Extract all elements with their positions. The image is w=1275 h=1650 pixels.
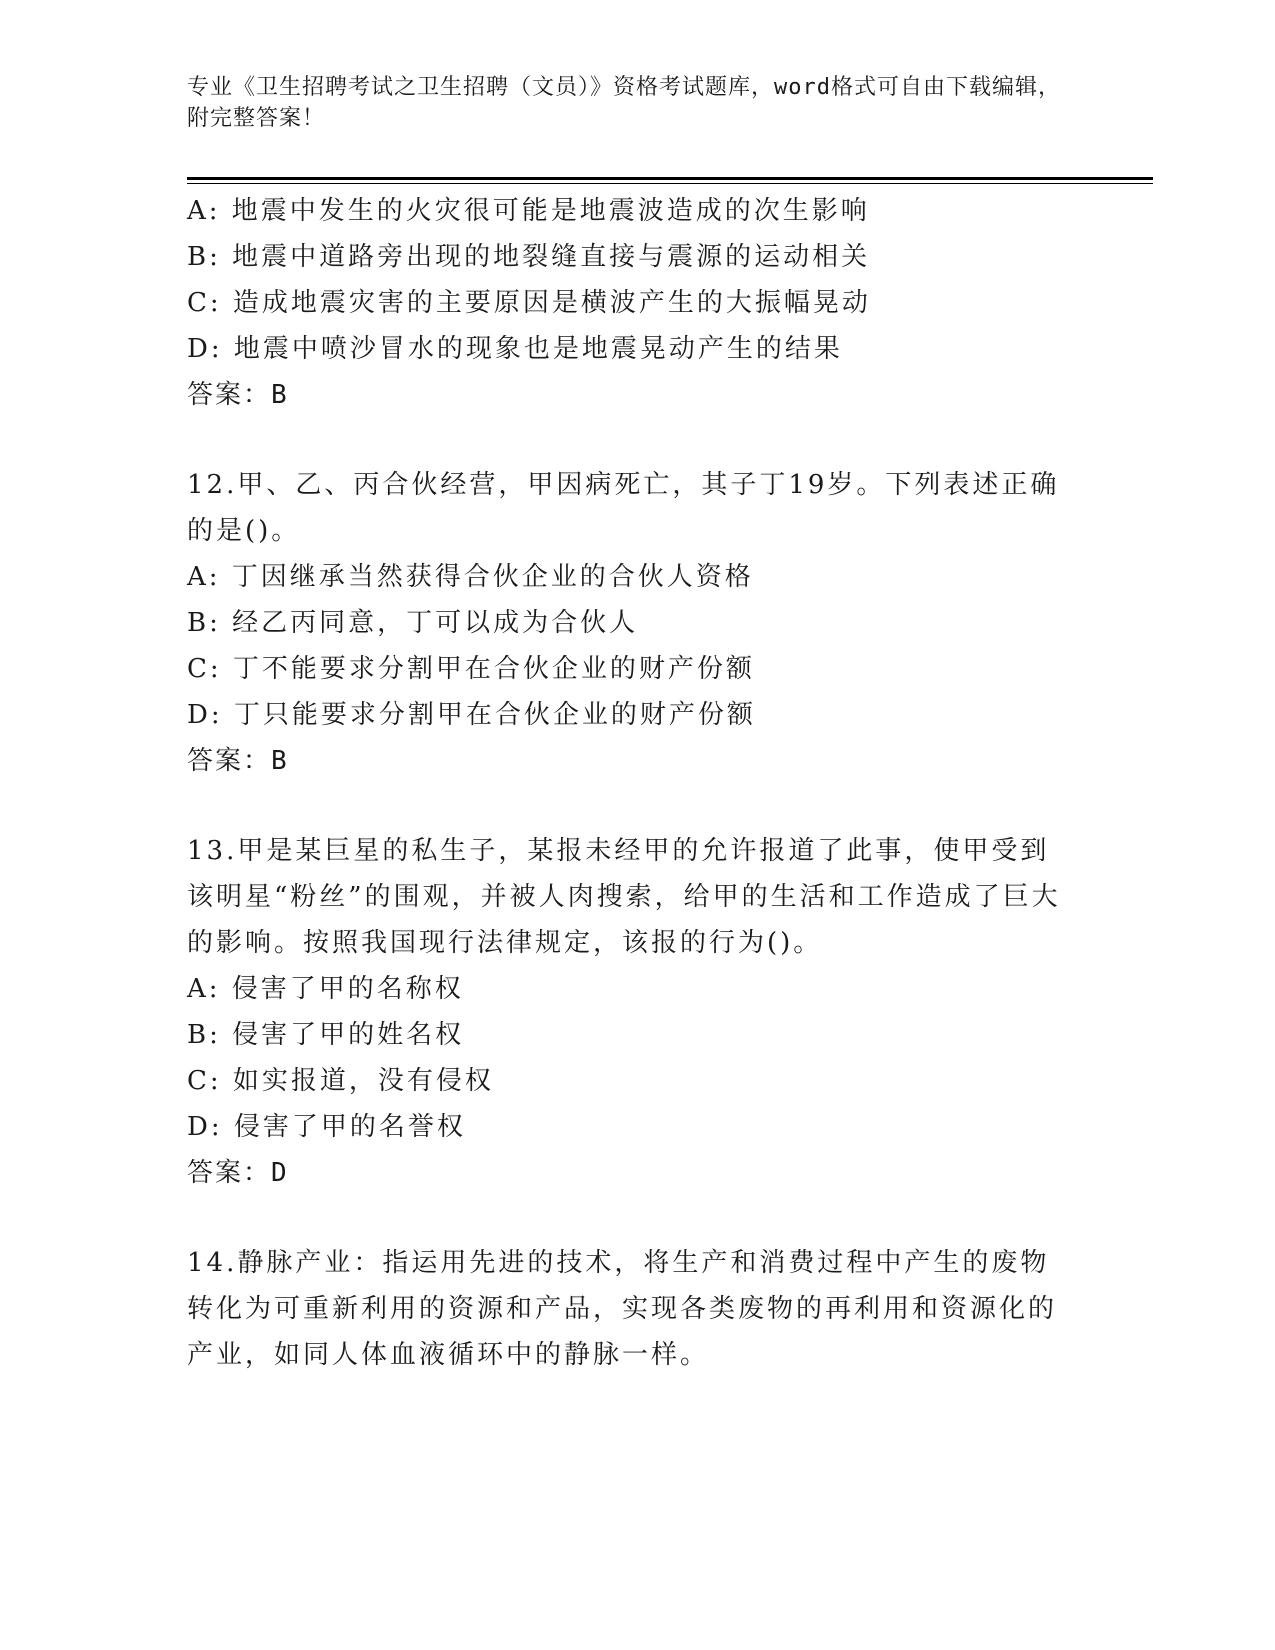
answer-line [187,738,1077,784]
question-stem: 12.甲、乙、丙合伙经营，甲因病死亡，其子丁19岁。下列表述正确的是()。 [187,470,1060,546]
answer-line [187,372,1077,418]
document-header: 专业《卫生招聘考试之卫生招聘（文员）》资格考试题库，word格式可自由下载编辑，附完整答案！ [187,75,1061,131]
question-14 [187,1240,1077,1378]
question-11 [187,188,1077,418]
option-c: C: 造成地震灾害的主要原因是横波产生的大振幅晃动 [187,288,871,318]
answer-value: D [271,1158,289,1188]
answer-value: B [271,380,289,410]
option-d: D: 侵害了甲的名誉权 [187,1112,466,1142]
answer-label: 答案： [187,380,272,410]
answer-label: 答案： [187,746,272,776]
option-d: D: 地震中喷沙冒水的现象也是地震晃动产生的结果 [187,334,843,364]
question-stem: 14.静脉产业：指运用先进的技术，将生产和消费过程中产生的废物转化为可重新利用的资源和产品，实现各类废物的再利用和资源化的产业，如同人体血液循环中的静脉一样。 [187,1248,1058,1370]
option-d: D: 丁只能要求分割甲在合伙企业的财产份额 [187,700,756,730]
option-b: B: 经乙丙同意，丁可以成为合伙人 [187,608,639,638]
document-content [187,188,1077,1378]
option-a: A: 侵害了甲的名称权 [187,974,464,1004]
option-a: A: 地震中发生的火灾很可能是地震波造成的次生影响 [187,196,870,226]
option-b: B: 侵害了甲的姓名权 [187,1020,465,1050]
question-13 [187,828,1077,1196]
question-12 [187,462,1077,784]
header-rule-thick [187,177,1153,180]
option-c: C: 如实报道，没有侵权 [187,1066,494,1096]
answer-value: B [271,746,289,776]
header-rule-thin [187,183,1153,184]
option-c: C: 丁不能要求分割甲在合伙企业的财产份额 [187,654,755,684]
option-b: B: 地震中道路旁出现的地裂缝直接与震源的运动相关 [187,242,871,272]
answer-line [187,1150,1077,1196]
option-a: A: 丁因继承当然获得合伙企业的合伙人资格 [187,562,754,592]
answer-label: 答案： [187,1158,272,1188]
question-stem: 13.甲是某巨星的私生子，某报未经甲的允许报道了此事，使甲受到该明星“粉丝”的围观，并被人肉搜索，给甲的生活和工作造成了巨大的影响。按照我国现行法律规定，该报的行为()。 [187,836,1061,958]
